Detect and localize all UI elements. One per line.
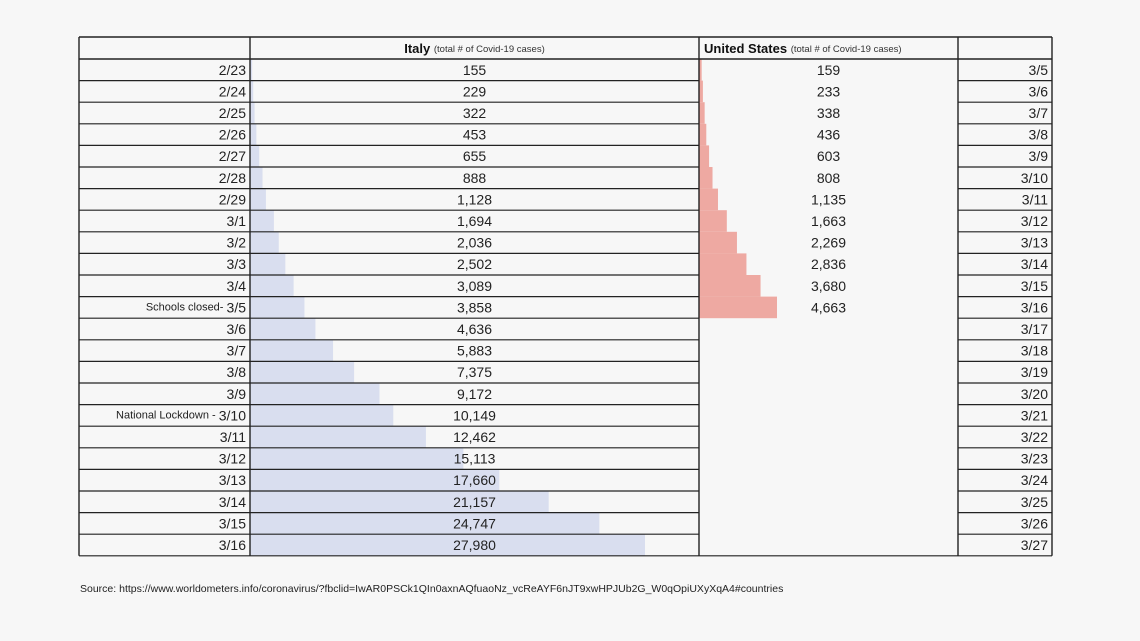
italy-date-label: 3/4 [226, 277, 246, 294]
us-bar [699, 210, 727, 232]
italy-value-label: 655 [462, 148, 487, 165]
italy-bar [250, 145, 259, 167]
italy-date-label: 3/10 [218, 407, 246, 424]
us-date-label: 3/9 [1028, 148, 1048, 165]
italy-header-subtitle: (total # of Covid-19 cases) [433, 43, 545, 55]
italy-value-label: 1,694 [456, 213, 493, 229]
italy-value-label: 888 [462, 169, 487, 186]
us-header-subtitle: (total # of Covid-19 cases) [790, 43, 902, 55]
us-date-label: 3/24 [1020, 472, 1048, 489]
italy-header-name: Italy [404, 40, 434, 56]
italy-bar [250, 448, 463, 470]
us-value-label: 2,269 [810, 234, 847, 251]
italy-date-label: 2/28 [218, 169, 246, 186]
us-value-label: 603 [816, 148, 841, 165]
us-value-label: 338 [816, 105, 841, 121]
italy-value-label: 2,502 [456, 256, 493, 273]
italy-date-label: 3/14 [218, 493, 246, 510]
italy-bar [250, 232, 279, 254]
us-bar [699, 297, 777, 319]
us-value-label: 2,836 [810, 256, 847, 273]
italy-date-label: 3/11 [219, 429, 246, 445]
us-date-label: 3/10 [1020, 169, 1048, 186]
italy-value-label: 24,747 [453, 515, 496, 532]
us-date-label: 3/18 [1020, 342, 1048, 359]
italy-bar [250, 513, 599, 535]
italy-bar [250, 491, 549, 513]
us-value-label: 159 [816, 61, 841, 78]
italy-date-label: 3/8 [226, 364, 246, 381]
us-value-label: 233 [816, 83, 841, 100]
italy-date-label: 2/25 [218, 105, 246, 121]
italy-date-label: 2/29 [218, 191, 246, 208]
italy-value-label: 17,660 [453, 472, 496, 489]
italy-date-label: 2/26 [218, 126, 246, 143]
italy-date-label: 2/23 [218, 61, 246, 78]
italy-value-label: 453 [462, 126, 487, 143]
italy-date-label: 3/1 [226, 213, 246, 229]
italy-value-label: 229 [462, 83, 487, 100]
us-date-label: 3/16 [1020, 299, 1048, 316]
italy-bar [250, 275, 294, 297]
italy-value-label: 10,149 [453, 407, 496, 424]
italy-date-label: 3/5 [226, 299, 246, 316]
italy-value-label: 15,113 [453, 450, 496, 467]
us-bar [699, 189, 718, 211]
us-date-label: 3/23 [1020, 450, 1048, 467]
italy-bar [250, 405, 393, 427]
us-date-label: 3/14 [1020, 256, 1048, 273]
us-value-label: 3,680 [810, 277, 847, 294]
italy-value-label: 12,462 [453, 429, 496, 445]
us-value-label: 1,663 [810, 213, 847, 229]
italy-value-label: 1,128 [456, 191, 493, 208]
date-with-annotation [116, 407, 246, 423]
us-bar [699, 232, 737, 254]
italy-bar [250, 297, 304, 319]
italy-bar [250, 340, 333, 362]
us-date-label: 3/27 [1020, 537, 1048, 553]
us-header [704, 41, 902, 56]
us-date-label: 3/11 [1021, 191, 1048, 208]
italy-date-label: 3/2 [226, 234, 246, 251]
italy-value-label: 27,980 [453, 537, 496, 553]
italy-date-label: 3/7 [226, 342, 246, 359]
italy-bar [250, 124, 256, 146]
italy-bar [250, 167, 263, 189]
italy-bar [250, 383, 379, 405]
italy-value-label: 5,883 [456, 342, 493, 359]
us-date-label: 3/12 [1020, 213, 1048, 229]
italy-bar [250, 426, 426, 448]
bars-layer [250, 59, 777, 556]
us-bar [699, 102, 705, 124]
us-date-label: 3/15 [1020, 277, 1048, 294]
italy-value-label: 3,089 [456, 277, 493, 294]
us-bar [699, 145, 709, 167]
italy-date-label: 3/9 [226, 385, 246, 402]
italy-header [404, 41, 545, 56]
italy-date-label: 3/16 [218, 537, 246, 553]
italy-value-label: 3,858 [456, 299, 493, 316]
us-value-label: 1,135 [810, 191, 847, 208]
us-date-label: 3/7 [1028, 105, 1048, 121]
italy-bar [250, 534, 645, 556]
us-bar [699, 167, 713, 189]
us-date-label: 3/13 [1020, 234, 1048, 251]
us-date-label: 3/26 [1020, 515, 1048, 532]
us-value-label: 4,663 [810, 299, 847, 316]
italy-date-label: 3/15 [218, 515, 246, 532]
us-bar [699, 253, 746, 275]
italy-date-label: 3/13 [218, 472, 246, 489]
italy-date-label: 3/3 [226, 256, 246, 273]
italy-bar [250, 318, 315, 340]
us-bar [699, 275, 761, 297]
us-value-label: 808 [816, 169, 841, 186]
us-date-label: 3/8 [1028, 126, 1048, 143]
italy-value-label: 21,157 [453, 493, 496, 510]
us-date-label: 3/17 [1020, 321, 1048, 337]
italy-bar [250, 189, 266, 211]
us-header-name: United States [704, 40, 791, 56]
italy-value-label: 4,636 [456, 321, 493, 337]
italy-value-label: 2,036 [456, 234, 493, 251]
annotation-label: National Lockdown - [116, 409, 219, 422]
italy-value-label: 9,172 [456, 385, 493, 402]
us-date-label: 3/22 [1020, 429, 1048, 445]
source-citation: Source: https://www.worldometers.info/coronavirus/?fbclid=IwAR0PSCk1QIn0axnAQfuaoNz_vcReAYF6nJT9xwHPJUb2G_W0qOpiUXyXqA4#countries [80, 583, 784, 595]
italy-bar [250, 253, 285, 275]
date-with-annotation [146, 299, 246, 315]
us-date-label: 3/21 [1020, 407, 1048, 424]
italy-bar [250, 210, 274, 232]
us-value-label: 436 [816, 126, 841, 143]
italy-date-label: 3/12 [218, 450, 246, 467]
italy-value-label: 322 [462, 105, 487, 121]
italy-value-label: 155 [462, 61, 487, 78]
italy-bar [250, 361, 354, 383]
italy-date-label: 2/24 [218, 83, 246, 100]
us-date-label: 3/20 [1020, 385, 1048, 402]
italy-value-label: 7,375 [456, 364, 493, 381]
us-date-label: 3/25 [1020, 493, 1048, 510]
us-date-label: 3/19 [1020, 364, 1048, 381]
italy-date-label: 2/27 [218, 148, 246, 165]
italy-date-label: 3/6 [226, 321, 246, 337]
annotation-label: Schools closed- [145, 301, 227, 314]
us-date-label: 3/5 [1028, 61, 1048, 78]
us-bar [699, 124, 706, 146]
us-date-label: 3/6 [1028, 83, 1048, 100]
